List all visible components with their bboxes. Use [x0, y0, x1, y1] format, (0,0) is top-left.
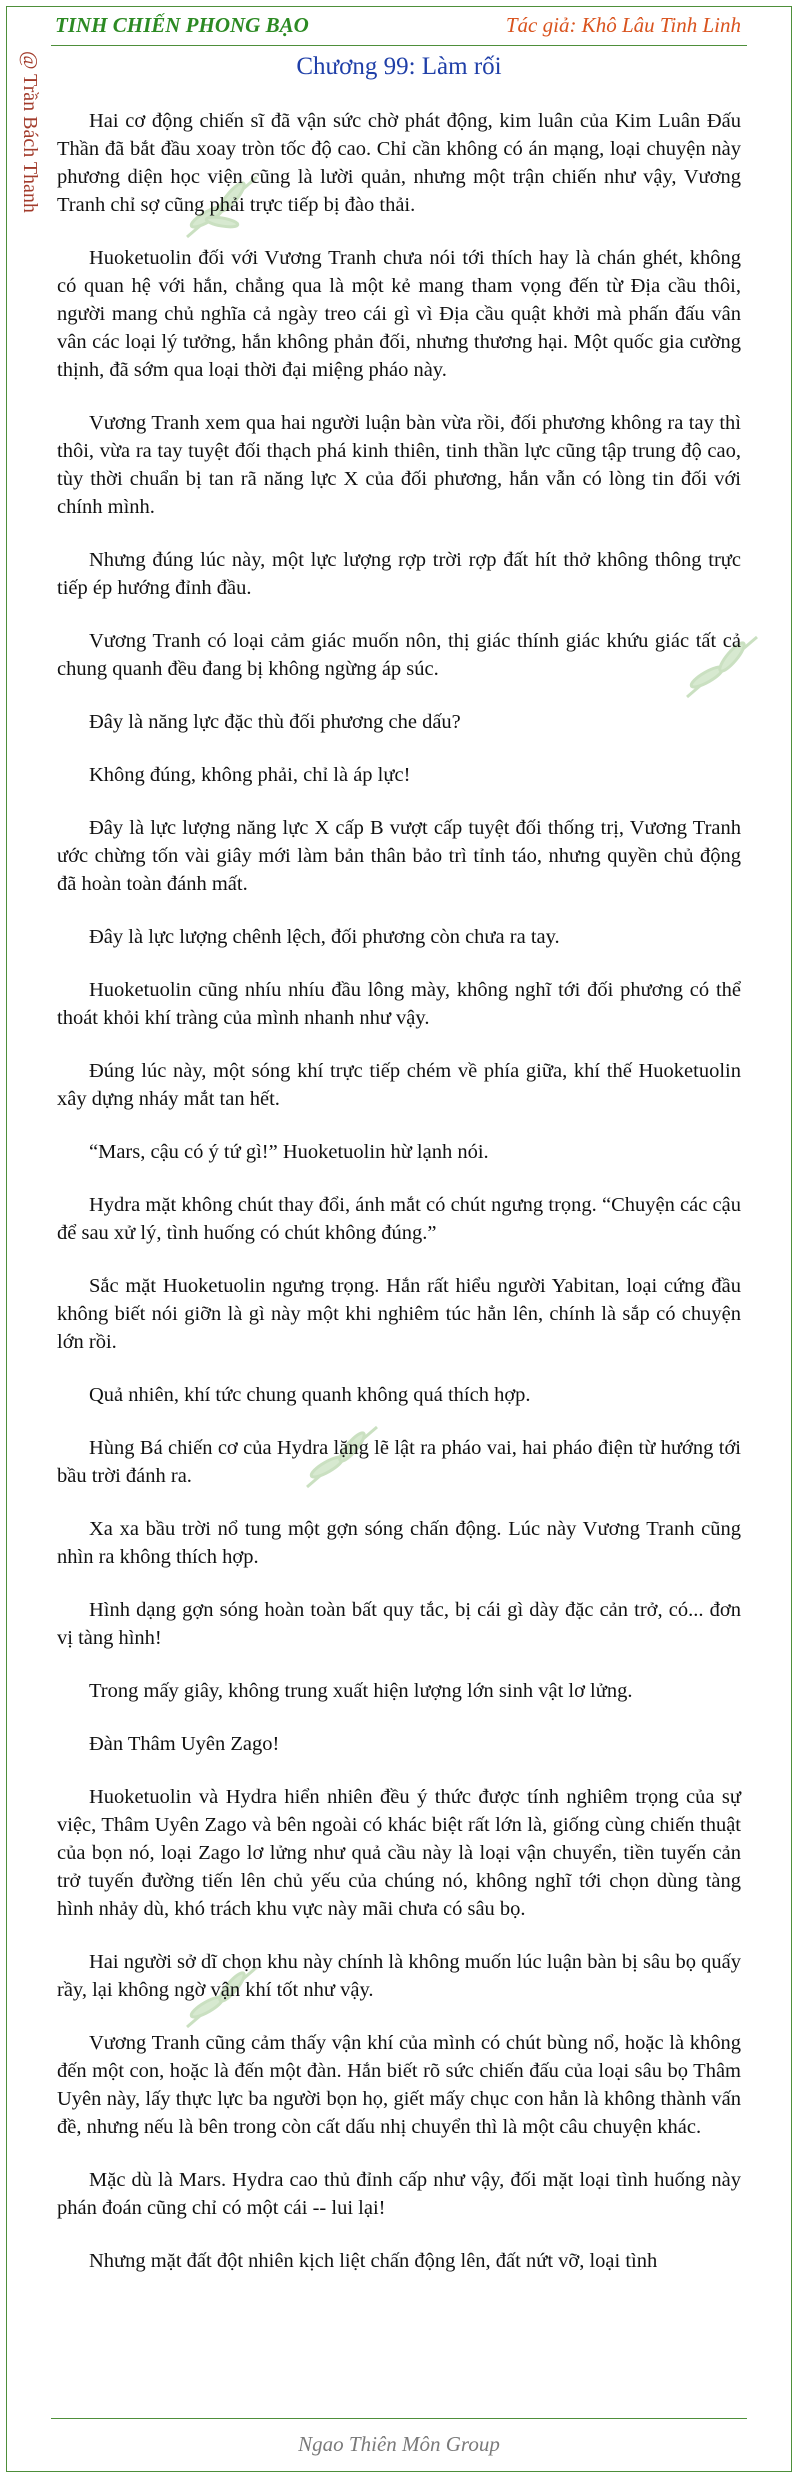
group-credit: Ngao Thiên Môn Group	[298, 2432, 500, 2456]
chapter-title: Chương 99: Làm rối	[296, 53, 502, 80]
author-credit: Tác giả: Khô Lâu Tinh Linh	[505, 13, 741, 37]
side-credit	[15, 47, 45, 347]
page-frame	[6, 6, 792, 2472]
chapter-body	[57, 107, 741, 2300]
paragraph: Đúng lúc này, một sóng khí trực tiếp chém về phía giữa, khí thế Huoketuolin xây dựng nháy mắt tan hết.	[57, 1060, 741, 1110]
paragraph: Vương Tranh có loại cảm giác muốn nôn, thị giác thính giác khứu giác tất cả chung quanh đều đang bị không ngừng áp súc.	[57, 630, 741, 680]
paragraph: Vương Tranh xem qua hai người luận bàn vừa rồi, đối phương không ra tay thì thôi, vừa ra tay tuyệt đối thạch phá kinh thiên, tinh thần lực cũng tập trung độ cao, tùy thời chuẩn bị tan rã năng lực X của đối phương, hắn vẫn có lòng tin đối với chính mình.	[57, 412, 741, 518]
page-header	[7, 7, 791, 45]
side-credit-text: @ Trần Bách Thanh	[19, 51, 41, 213]
paragraph: “Mars, cậu có ý tứ gì!” Huoketuolin hừ lạnh nói.	[89, 1141, 489, 1163]
paragraph: Huoketuolin và Hydra hiển nhiên đều ý thức được tính nghiêm trọng của sự việc, Thâm Uyên Zago và bên ngoài có khác biệt rất lớn là, giống cùng chiến thuật của bọn nó, loại Zago lơ lửng như quả cầu này là loại vận chuyển, tiền tuyến cản trở tuyến đường tiến lên chủ yếu của chúng nó, không nghĩ tới chọn dùng tàng hình nhảy dù, khó trách khu vực này mãi chưa có sâu bọ.	[57, 1786, 741, 1920]
paragraph: Đây là lực lượng chênh lệch, đối phương còn chưa ra tay.	[89, 926, 560, 948]
paragraph: Đây là lực lượng năng lực X cấp B vượt cấp tuyệt đối thống trị, Vương Tranh ước chừng tốn vài giây mới làm bản thân bảo trì tỉnh táo, nhưng quyền chủ động đã hoàn toàn đánh mất.	[57, 817, 741, 895]
paragraph: Hai người sở dĩ chọn khu này chính là không muốn lúc luận bàn bị sâu bọ quấy rầy, lại không ngờ vận khí tốt như vậy.	[57, 1951, 741, 2001]
book-title: TINH CHIẾN PHONG BẠO	[55, 13, 309, 37]
paragraph: Vương Tranh cũng cảm thấy vận khí của mình có chút bùng nổ, hoặc là không đến một con, hoặc là đến một đàn. Hắn biết rõ sức chiến đấu của loại sâu bọ Thâm Uyên này, lấy thực lực ba người bọn họ, giết mấy chục con hẳn là không thành vấn đề, nhưng nếu là bên trong còn cất dấu nhị chuyển thì là một câu chuyện khác.	[57, 2032, 741, 2138]
paragraph: Huoketuolin cũng nhíu nhíu đầu lông mày, không nghĩ tới đối phương có thể thoát khỏi khí tràng của mình nhanh như vậy.	[57, 979, 741, 1029]
paragraph: Quả nhiên, khí tức chung quanh không quá thích hợp.	[89, 1384, 531, 1406]
paragraph: Hydra mặt không chút thay đổi, ánh mắt có chút ngưng trọng. “Chuyện các cậu để sau xử lý, tình huống có chút không đúng.”	[57, 1194, 741, 1244]
paragraph: Huoketuolin đối với Vương Tranh chưa nói tới thích hay là chán ghét, không có quan hệ với hắn, chẳng qua là một kẻ mang tham vọng đến từ Địa cầu thôi, người mang chủ nghĩa cả ngày treo cái gì vì Địa cầu quật khởi mà phấn đấu vân vân các loại lý tưởng, hắn không phản đối, nhưng thương hại. Một quốc gia cường thịnh, đã sớm qua loại thời đại miệng pháo này.	[57, 247, 741, 381]
paragraph: Mặc dù là Mars. Hydra cao thủ đỉnh cấp như vậy, đối mặt loại tình huống này phán đoán cũng chỉ có một cái -- lui lại!	[57, 2169, 741, 2219]
paragraph: Sắc mặt Huoketuolin ngưng trọng. Hắn rất hiểu người Yabitan, loại cứng đầu không biết nói giỡn là gì này một khi nghiêm túc hẳn lên, chính là sắp có chuyện lớn rồi.	[57, 1275, 741, 1353]
paragraph: Nhưng đúng lúc này, một lực lượng rợp trời rợp đất hít thở không thông trực tiếp ép hướng đỉnh đầu.	[57, 549, 741, 599]
footer-divider	[51, 2418, 747, 2419]
header-divider	[51, 45, 747, 46]
paragraph: Hình dạng gợn sóng hoàn toàn bất quy tắc, bị cái gì dày đặc cản trở, có... đơn vị tàng hình!	[57, 1599, 741, 1649]
paragraph: Không đúng, không phải, chỉ là áp lực!	[89, 764, 411, 786]
paragraph: Hùng Bá chiến cơ của Hydra lặng lẽ lật ra pháo vai, hai pháo điện từ hướng tới bầu trời đánh ra.	[57, 1437, 741, 1487]
paragraph: Trong mấy giây, không trung xuất hiện lượng lớn sinh vật lơ lửng.	[89, 1680, 633, 1702]
paragraph: Hai cơ động chiến sĩ đã vận sức chờ phát động, kim luân của Kim Luân Đấu Thần đã bắt đầu xoay tròn tốc độ cao. Chỉ cần không có án mạng, loại chuyện này phương diện học viện cũng là lười quản, nhưng một trận chiến như vậy, Vương Tranh chỉ sợ cũng phải trực tiếp bị đào thải.	[57, 110, 741, 216]
paragraph: Đàn Thâm Uyên Zago!	[89, 1733, 280, 1755]
paragraph: Nhưng mặt đất đột nhiên kịch liệt chấn động lên, đất nứt vỡ, loại tình	[89, 2250, 658, 2272]
paragraph: Đây là năng lực đặc thù đối phương che dấu?	[89, 711, 461, 733]
paragraph: Xa xa bầu trời nổ tung một gợn sóng chấn động. Lúc này Vương Tranh cũng nhìn ra không thích hợp.	[57, 1518, 741, 1568]
